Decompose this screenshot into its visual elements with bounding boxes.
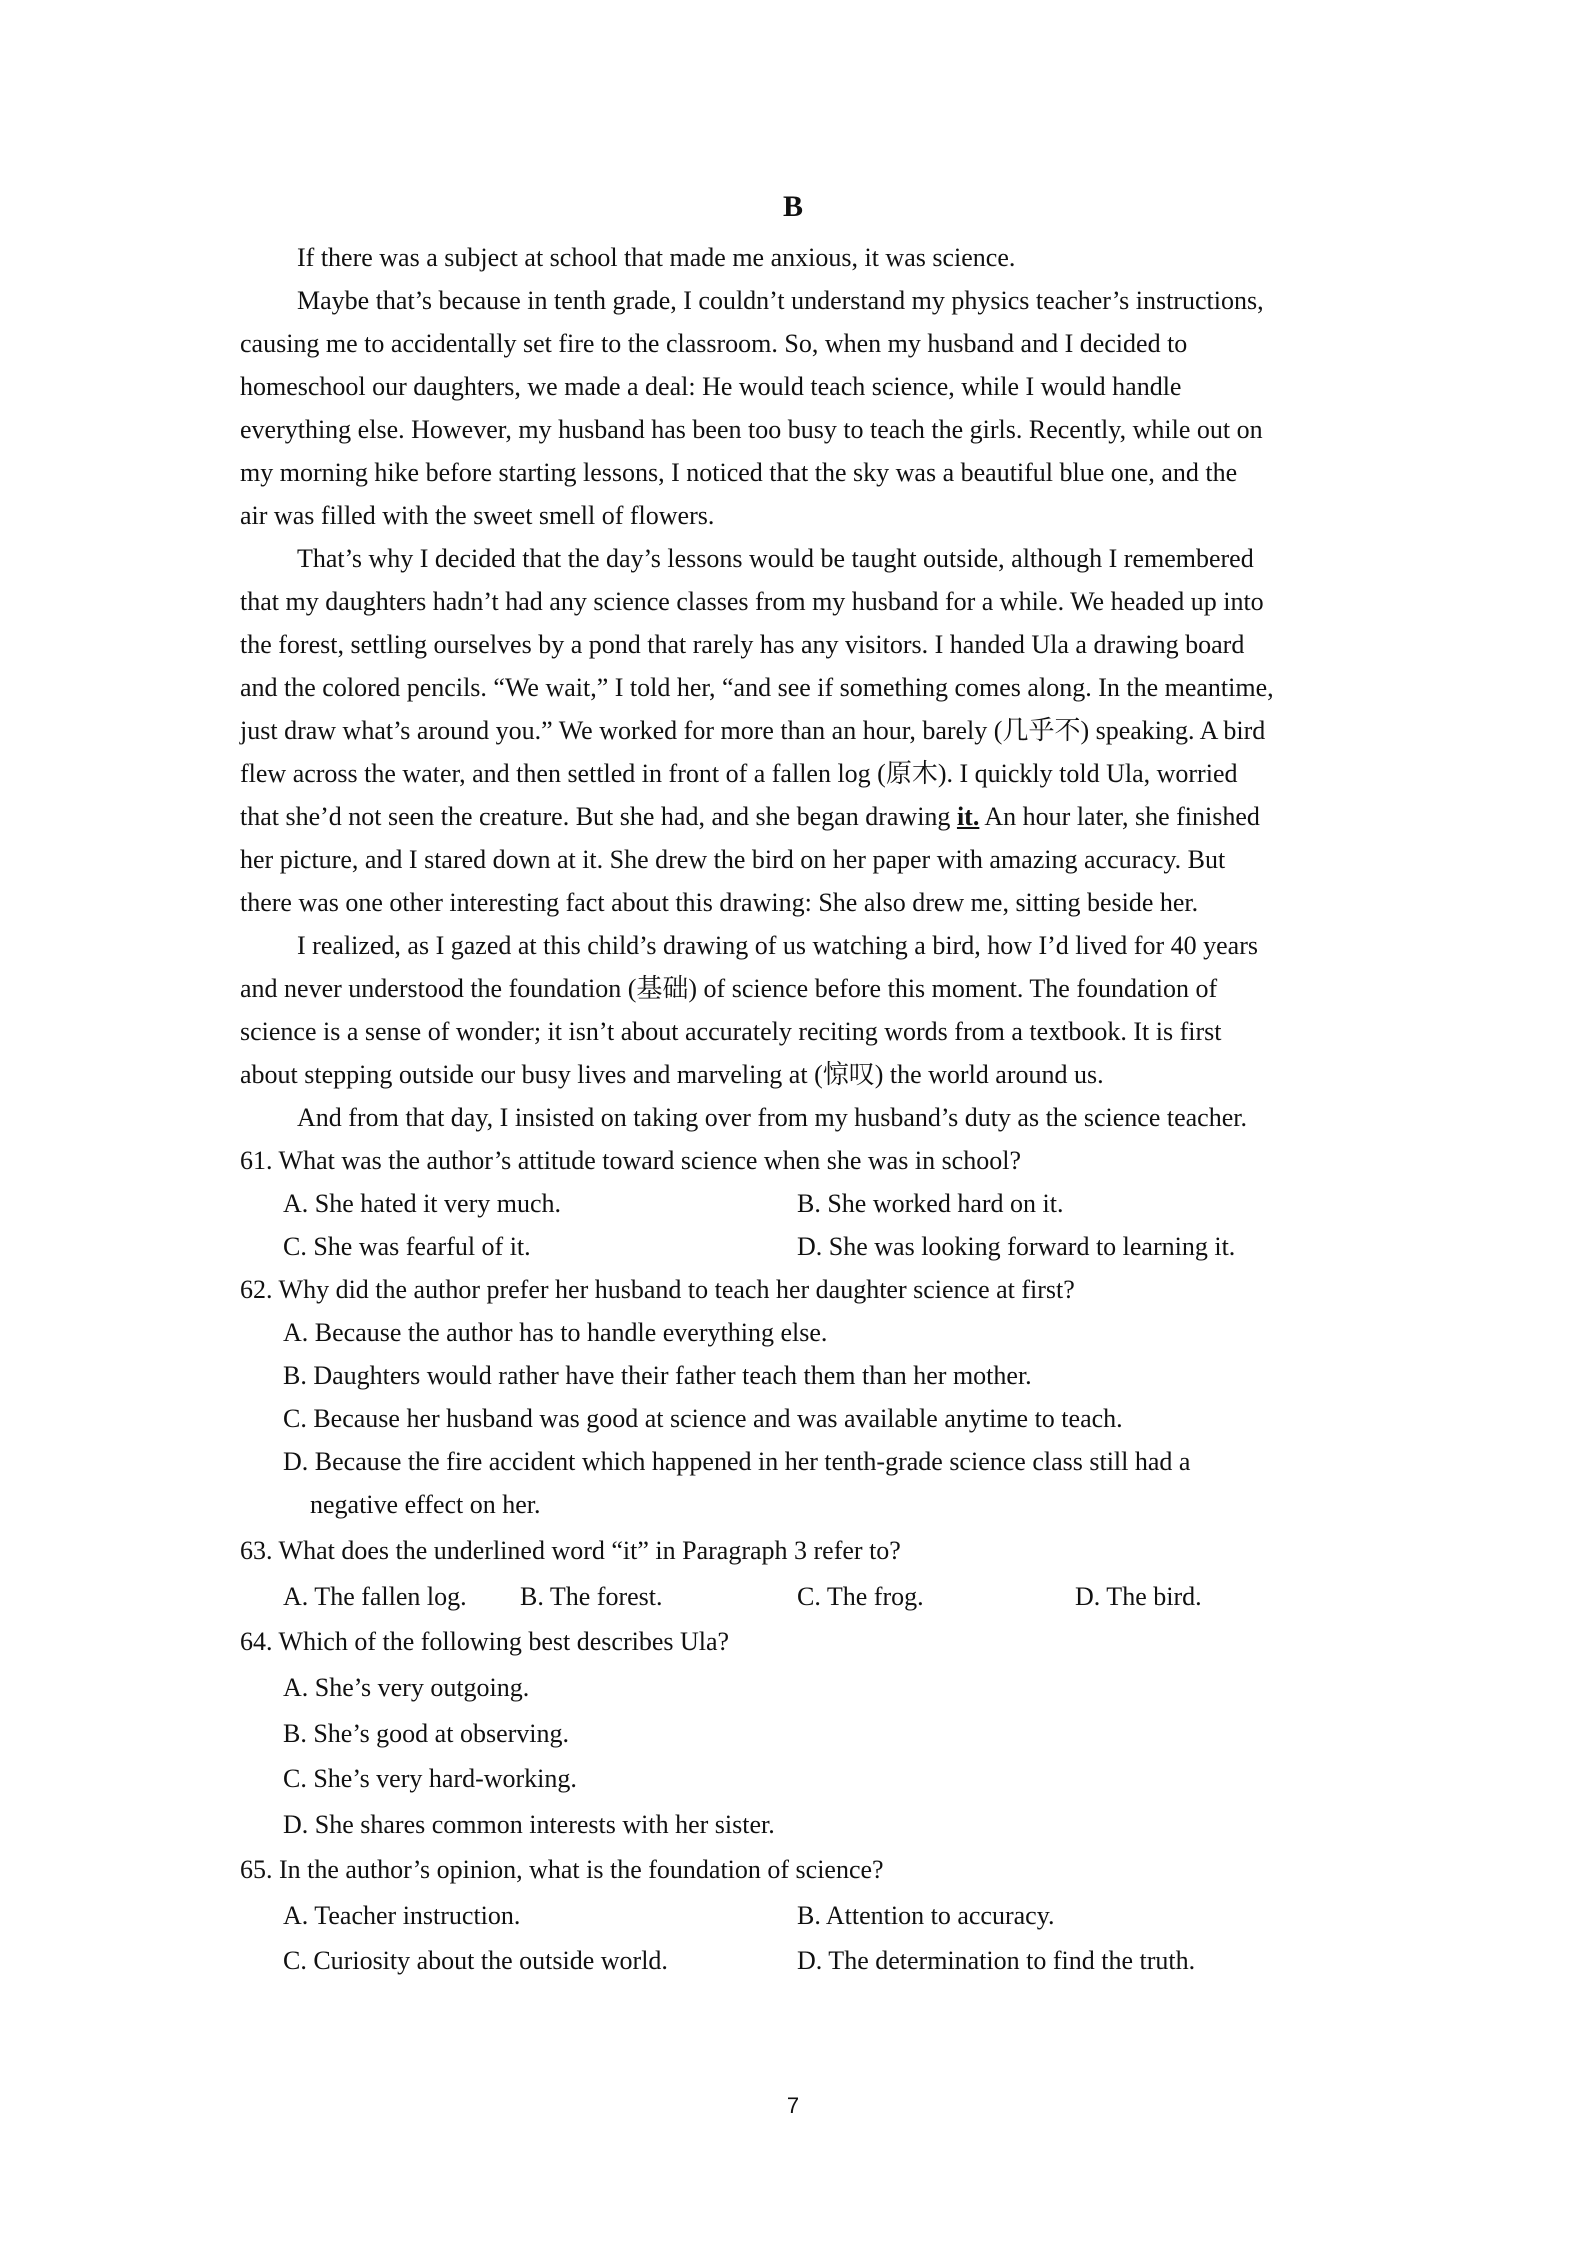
question-61-stem: 61. What was the author’s attitude toward science when she was in school? <box>240 1146 1021 1175</box>
question-62-option-a: A. Because the author has to handle everything else. <box>283 1318 828 1347</box>
passage-line: about stepping outside our busy lives and marveling at (惊叹) the world around us. <box>240 1060 1104 1089</box>
passage-line: And from that day, I insisted on taking over from my husband’s duty as the science teacher. <box>297 1103 1247 1132</box>
passage-line: my morning hike before starting lessons, I noticed that the sky was a beautiful blue one, and the <box>240 458 1238 487</box>
passage-text: An hour later, she finished <box>979 802 1260 831</box>
passage-line: and never understood the foundation (基础) of science before this moment. The foundation of <box>240 974 1218 1003</box>
page-number: 7 <box>786 2093 800 2118</box>
passage-line: that my daughters hadn’t had any science classes from my husband for a while. We headed up into <box>240 587 1264 616</box>
question-64-option-a: A. She’s very outgoing. <box>283 1673 530 1702</box>
question-65-option-d: D. The determination to find the truth. <box>797 1946 1196 1975</box>
question-62-option-d-continued: negative effect on her. <box>310 1490 541 1519</box>
passage-line: her picture, and I stared down at it. She drew the bird on her paper with amazing accuracy. But <box>240 845 1226 874</box>
passage-line <box>240 802 1260 832</box>
passage-line: homeschool our daughters, we made a deal: He would teach science, while I would handle <box>240 372 1182 401</box>
question-62-option-d: D. Because the fire accident which happened in her tenth-grade science class still had a <box>283 1447 1191 1476</box>
passage-line: just draw what’s around you.” We worked for more than an hour, barely (几乎不) speaking. A bird <box>240 716 1266 745</box>
question-62-option-c: C. Because her husband was good at science and was available anytime to teach. <box>283 1404 1123 1433</box>
passage-line: That’s why I decided that the day’s lessons would be taught outside, although I remembered <box>297 544 1254 573</box>
passage-line: I realized, as I gazed at this child’s drawing of us watching a bird, how I’d lived for 40 years <box>297 931 1258 960</box>
question-63-option-b: B. The forest. <box>520 1582 663 1611</box>
question-62-stem: 62. Why did the author prefer her husband to teach her daughter science at first? <box>240 1275 1075 1304</box>
question-64-option-b: B. She’s good at observing. <box>283 1719 569 1748</box>
underlined-word: it. <box>956 802 980 831</box>
passage-line: If there was a subject at school that made me anxious, it was science. <box>297 243 1016 272</box>
question-64-option-d: D. She shares common interests with her sister. <box>283 1810 775 1839</box>
passage-line: there was one other interesting fact about this drawing: She also drew me, sitting beside her. <box>240 888 1199 917</box>
question-64-option-c: C. She’s very hard-working. <box>283 1764 577 1793</box>
passage-line: air was filled with the sweet smell of flowers. <box>240 501 715 530</box>
passage-text: that she’d not seen the creature. But she had, and she began drawing <box>240 802 957 831</box>
question-63-stem: 63. What does the underlined word “it” in Paragraph 3 refer to? <box>240 1536 901 1565</box>
question-65-option-a: A. Teacher instruction. <box>283 1901 521 1930</box>
passage-line: and the colored pencils. “We wait,” I told her, “and see if something comes along. In the meantime, <box>240 673 1274 702</box>
passage-line: Maybe that’s because in tenth grade, I couldn’t understand my physics teacher’s instructions, <box>297 286 1264 315</box>
question-64-stem: 64. Which of the following best describes Ula? <box>240 1627 730 1656</box>
question-63-option-c: C. The frog. <box>797 1582 924 1611</box>
passage-line: the forest, settling ourselves by a pond that rarely has any visitors. I handed Ula a drawing board <box>240 630 1245 659</box>
passage-line: everything else. However, my husband has been too busy to teach the girls. Recently, while out on <box>240 415 1263 444</box>
question-63-option-a: A. The fallen log. <box>283 1582 467 1611</box>
passage-line: causing me to accidentally set fire to the classroom. So, when my husband and I decided to <box>240 329 1188 358</box>
section-title: B <box>782 190 803 223</box>
question-61-option-a: A. She hated it very much. <box>283 1189 561 1218</box>
question-63-option-d: D. The bird. <box>1075 1582 1202 1611</box>
question-61-option-d: D. She was looking forward to learning it. <box>797 1232 1236 1261</box>
question-65-option-c: C. Curiosity about the outside world. <box>283 1946 668 1975</box>
question-65-option-b: B. Attention to accuracy. <box>797 1901 1055 1930</box>
question-61-option-c: C. She was fearful of it. <box>283 1232 531 1261</box>
question-65-stem: 65. In the author’s opinion, what is the foundation of science? <box>240 1855 884 1884</box>
passage-line: flew across the water, and then settled in front of a fallen log (原木). I quickly told Ula, worried <box>240 759 1238 788</box>
question-61-option-b: B. She worked hard on it. <box>797 1189 1064 1218</box>
question-62-option-b: B. Daughters would rather have their father teach them than her mother. <box>283 1361 1032 1390</box>
passage-line: science is a sense of wonder; it isn’t about accurately reciting words from a textbook. It is first <box>240 1017 1222 1046</box>
